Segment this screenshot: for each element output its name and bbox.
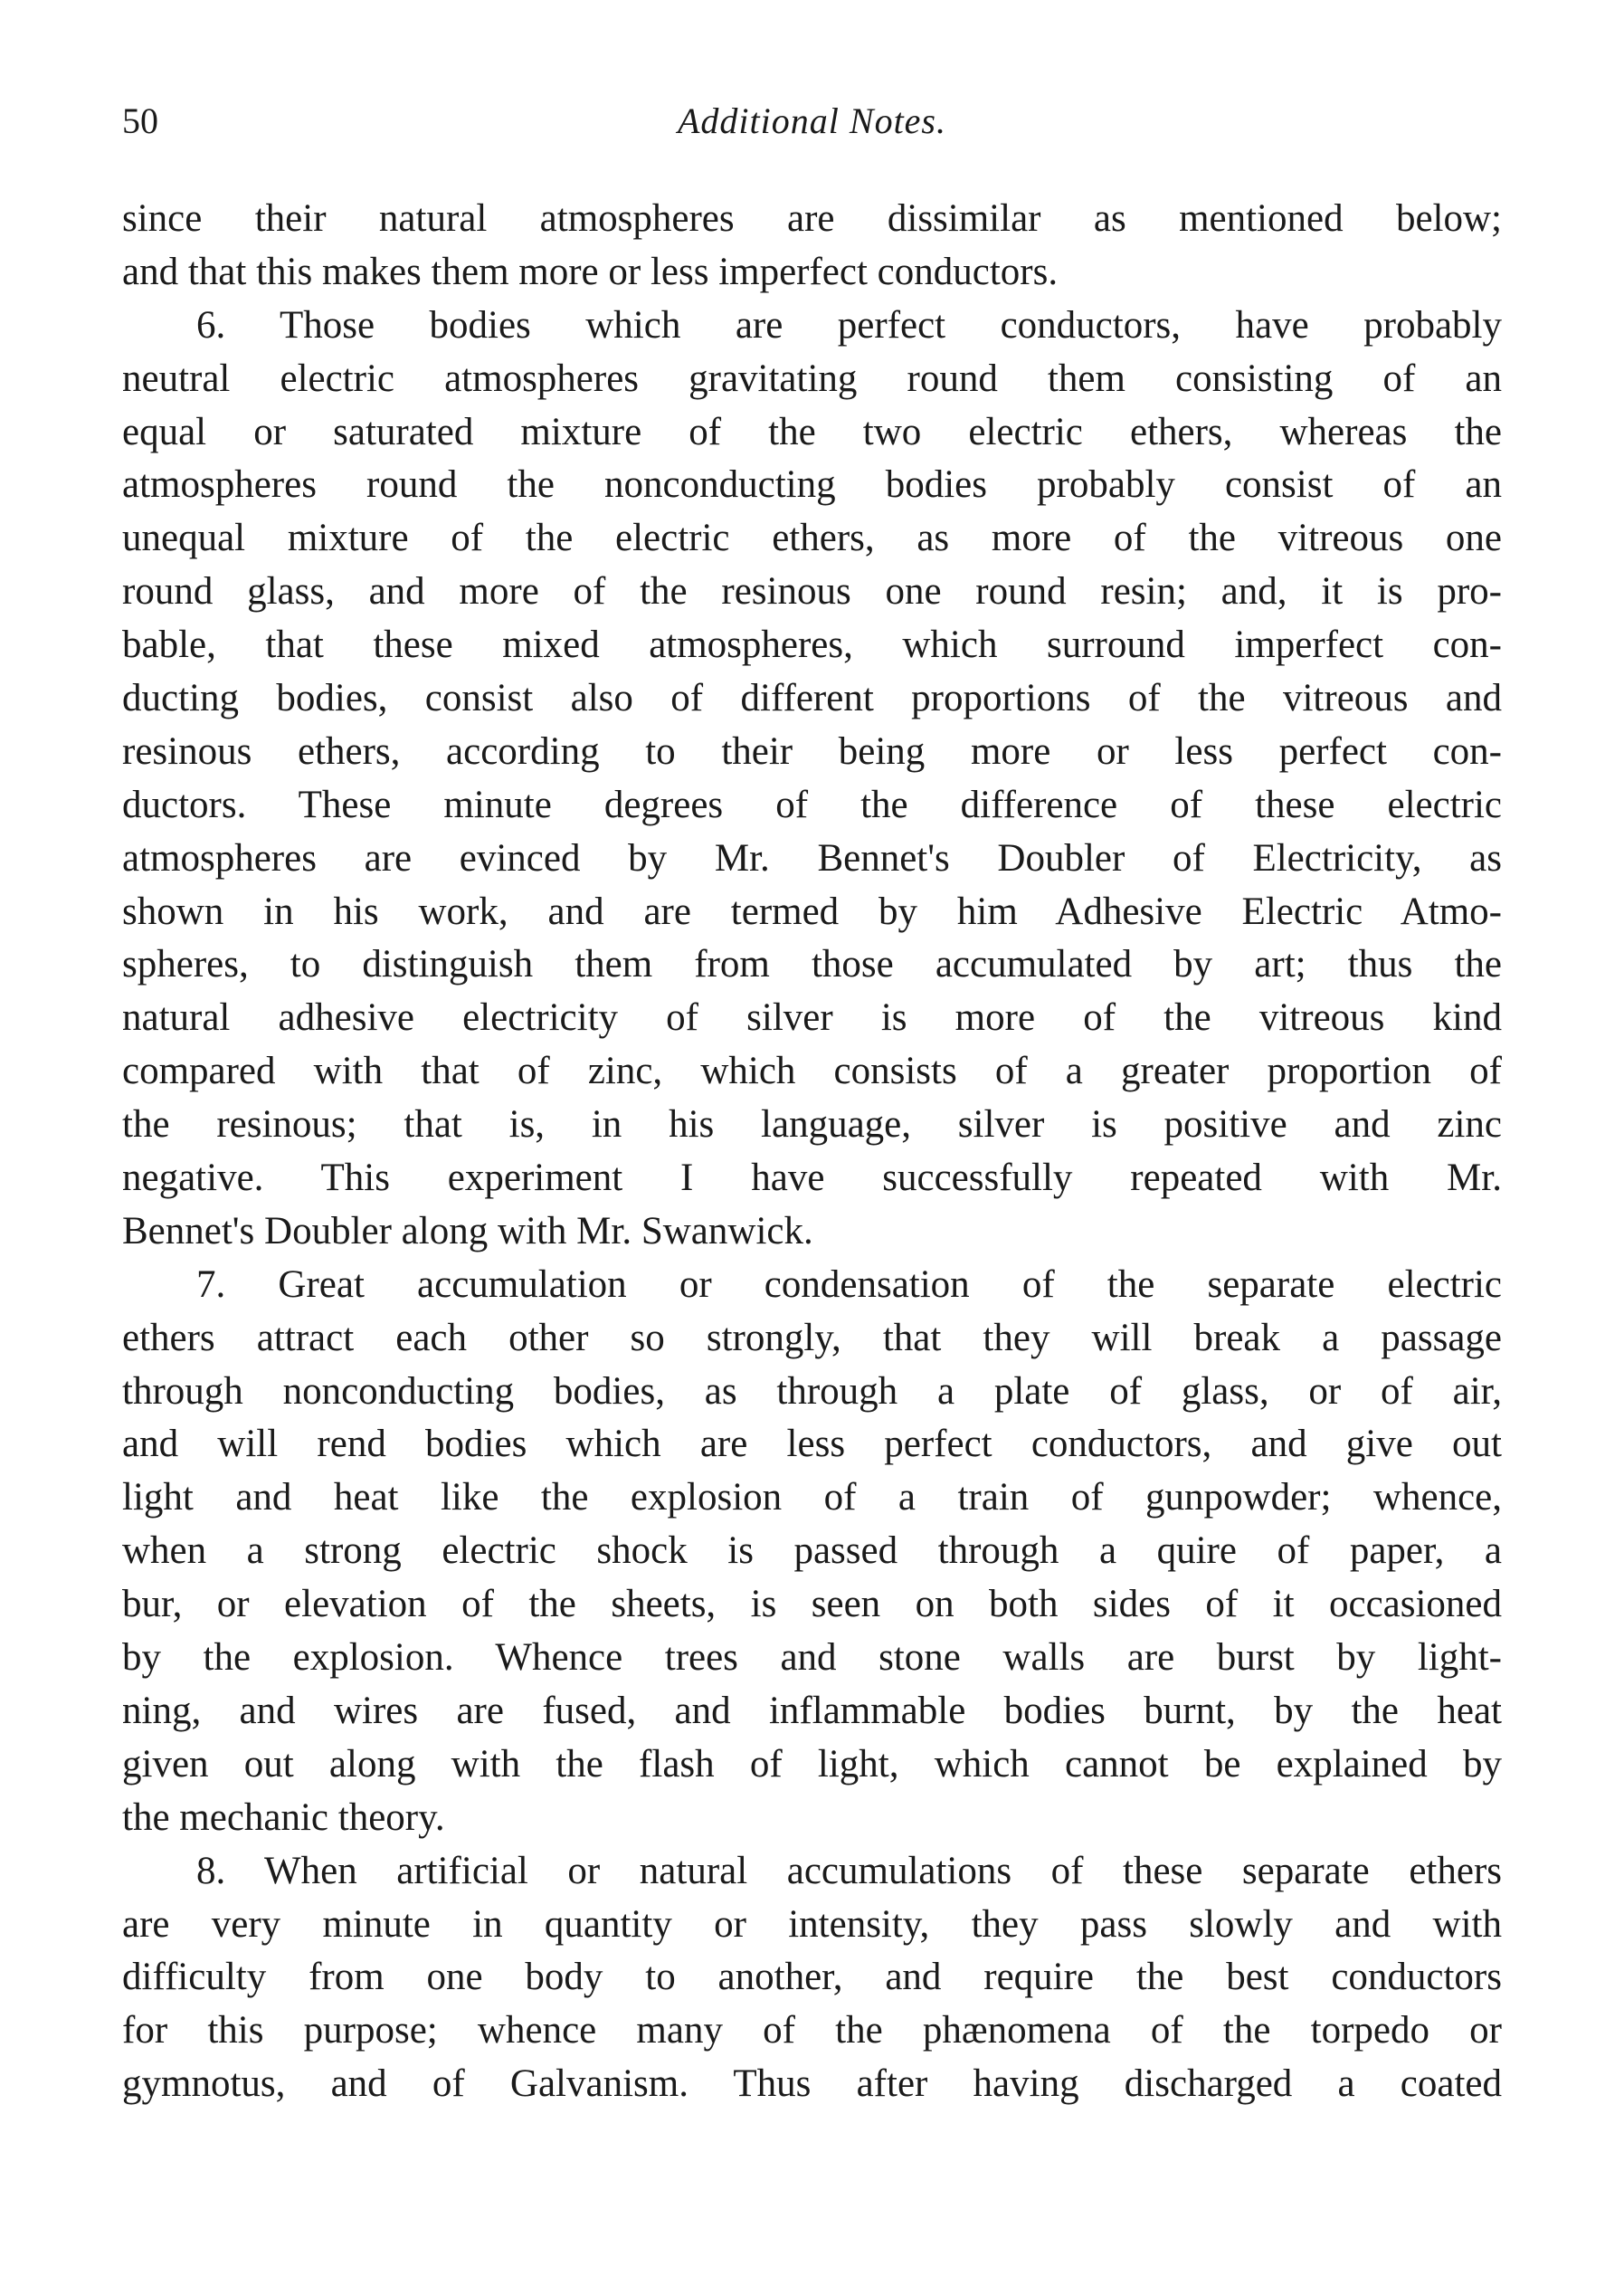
text-line: when a strong electric shock is passed through a quire of paper, a [122,1529,1502,1573]
text-line: resinous ethers, according to their being more or less perfect con- [122,729,1502,773]
text-line: Bennet's Doubler along with Mr. Swanwick. [122,1209,813,1252]
text-line: the resinous; that is, in his language, silver is positive and zinc [122,1103,1502,1147]
text-line: natural adhesive electricity of silver is more of the vitreous kind [122,996,1502,1040]
text-line: equal or saturated mixture of the two electric ethers, whereas the [122,410,1502,453]
text-line: for this purpose; whence many of the phænomena of the torpedo or [122,2009,1502,2052]
text-line: shown in his work, and are termed by him Adhesive Electric Atmo- [122,890,1502,933]
text-line: compared with that of zinc, which consists of a greater proportion of [122,1050,1502,1093]
text-line: since their natural atmospheres are dissimilar as mentioned below; [122,197,1502,240]
text-line: are very minute in quantity or intensity, they pass slowly and with [122,1902,1502,1946]
body-text [122,193,1502,2111]
text-line: atmospheres are evinced by Mr. Bennet's Doubler of Electricity, as [122,836,1502,880]
text-line: negative. This experiment I have successfully repeated with Mr. [122,1157,1502,1200]
text-line: the mechanic theory. [122,1795,445,1839]
text-line: spheres, to distinguish them from those accumulated by art; thus the [122,943,1502,986]
text-line: unequal mixture of the electric ethers, as more of the vitreous one [122,517,1502,560]
running-head: Additional Notes. [678,100,946,141]
text-line: difficulty from one body to another, and require the best conductors [122,1956,1502,1999]
paragraph-start-line: 6. Those bodies which are perfect conductors, have probably [196,303,1502,347]
text-line: ning, and wires are fused, and inflammable bodies burnt, by the heat [122,1689,1502,1732]
text-line: and will rend bodies which are less perfect conductors, and give out [122,1423,1502,1466]
text-line: ethers attract each other so strongly, that they will break a passage [122,1316,1502,1359]
paragraph-start-line: 7. Great accumulation or condensation of the separate electric [196,1262,1502,1306]
text-line: and that this makes them more or less imperfect conductors. [122,250,1059,293]
text-line: bur, or elevation of the sheets, is seen on both sides of it occasioned [122,1583,1502,1626]
text-line: by the explosion. Whence trees and stone walls are burst by light- [122,1636,1502,1680]
paragraph-start-line: 8. When artificial or natural accumulations of these separate ethers [196,1849,1502,1892]
text-line: neutral electric atmospheres gravitating round them consisting of an [122,357,1502,400]
text-line: atmospheres round the nonconducting bodies probably consist of an [122,463,1502,507]
text-line: through nonconducting bodies, as through a plate of glass, or of air, [122,1369,1502,1413]
text-line: given out along with the flash of light, which cannot be explained by [122,1742,1502,1786]
text-line: light and heat like the explosion of a train of gunpowder; whence, [122,1476,1502,1519]
text-line: bable, that these mixed atmospheres, which surround imperfect con- [122,624,1502,667]
page-header [122,100,1502,163]
page-number: 50 [122,100,158,141]
text-line: round glass, and more of the resinous one round resin; and, it is pro- [122,570,1502,614]
text-line: ductors. These minute degrees of the difference of these electric [122,783,1502,826]
text-line: gymnotus, and of Galvanism. Thus after having discharged a coated [122,2062,1502,2106]
text-line: ducting bodies, consist also of different proportions of the vitreous and [122,677,1502,720]
